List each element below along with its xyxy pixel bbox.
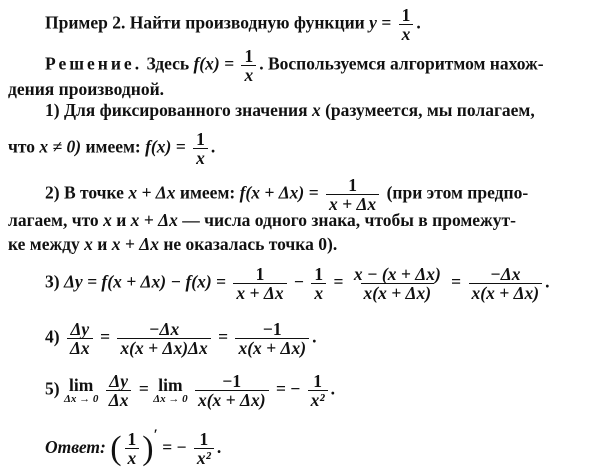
fraction: $\frac{x - (x + \Delta x)}{x(x + \Delta x)}$	[353, 264, 441, 303]
fraction: $\frac{-1}{x(x + \Delta x)}$	[235, 320, 309, 357]
step-3-formula: 3) Δy = f(x + Δx) − f(x) = $\frac{1}{x + \Delta x}$ − $\frac{1}{x}$ = $\frac{x - (x + \Delta x)}{x(x + \Delta x)}$ = $\frac{-\Delta x}{x(x + \Delta x)}$ .	[45, 264, 550, 303]
answer-line: Ответ: ( $\frac{1}{x}$ )′ = − $\frac{1}{\text{x²}}$ .	[45, 427, 222, 468]
step-4-formula: 4) $\frac{\Delta y}{\Delta x}$ = $\frac{-\Delta x}{x(x + \Delta x)\Delta x}$ = $\frac{-1}{x(x + \Delta x)}$ .	[45, 319, 317, 358]
example-label: Пример 2.	[45, 12, 126, 33]
fraction: $\frac{-\Delta x}{x(x + \Delta x)\Delta x}$	[117, 320, 210, 357]
step-2-line-1: 2) В точке x + Δx имеем: f(x + Δx) = $\frac{1}{x + \Delta x}$ (при этом предпо-	[45, 175, 529, 214]
fraction: $\frac{1}{x}$	[241, 47, 256, 84]
fraction: $\frac{-\Delta x}{x(x + \Delta x)}$	[469, 265, 543, 302]
fraction: $\frac{\Delta y}{\Delta x}$	[67, 320, 93, 357]
fraction: $\frac{1}{x + \Delta x}$	[233, 265, 286, 302]
limit: lim Δx → 0	[153, 374, 188, 405]
solution-label: Решение.	[45, 53, 143, 74]
step-1-line-2: что x ≠ 0) имеем: f(x) = $\frac{1}{x}$ .	[8, 129, 216, 168]
example-title: Пример 2. Найти производную функции y = $\frac{1}{x}$ .	[45, 5, 421, 44]
limit: lim Δx → 0	[63, 374, 99, 405]
fraction: $\frac{1}{x}$	[125, 430, 140, 467]
step-2-line-3: ке между x и x + Δx не оказалась точка 0).	[8, 234, 338, 254]
step-5-formula: 5) lim Δx → 0 $\frac{\Delta y}{\Delta x}$ = lim Δx → 0 $\frac{-1}{x(x + \Delta x)}$ = − $\frac{1}{\text{x²}}$ .	[45, 371, 336, 410]
fraction: $\frac{-1}{x(x + \Delta x)}$	[195, 372, 269, 409]
fraction: $\frac{1}{\text{x²}}$	[308, 372, 328, 409]
fraction: $\frac{1}{x}$	[193, 130, 208, 167]
solution-line-2: дения производной.	[8, 79, 165, 99]
fraction: $\frac{\Delta y}{\Delta x}$	[106, 372, 132, 409]
answer-label: Ответ:	[45, 437, 106, 457]
fraction: $\frac{1}{x}$	[399, 6, 414, 43]
example-text: Найти производную функции	[129, 12, 365, 33]
fraction: $\frac{1}{x}$	[311, 265, 326, 302]
solution-line-1: Решение. Здесь f(x) = $\frac{1}{x}$ . Воспользуемся алгоритмом нахож-	[45, 46, 544, 85]
step-1-line-1: 1) Для фиксированного значения x (разумеется, мы полагаем,	[45, 100, 535, 120]
fraction: $\frac{1}{x + \Delta x}$	[326, 176, 379, 213]
fraction: $\frac{1}{\text{x²}}$	[194, 430, 214, 467]
function-name: y =	[369, 12, 392, 33]
step-2-line-2: лагаем, что x и x + Δx — числа одного знака, чтобы в промежут-	[8, 210, 516, 230]
